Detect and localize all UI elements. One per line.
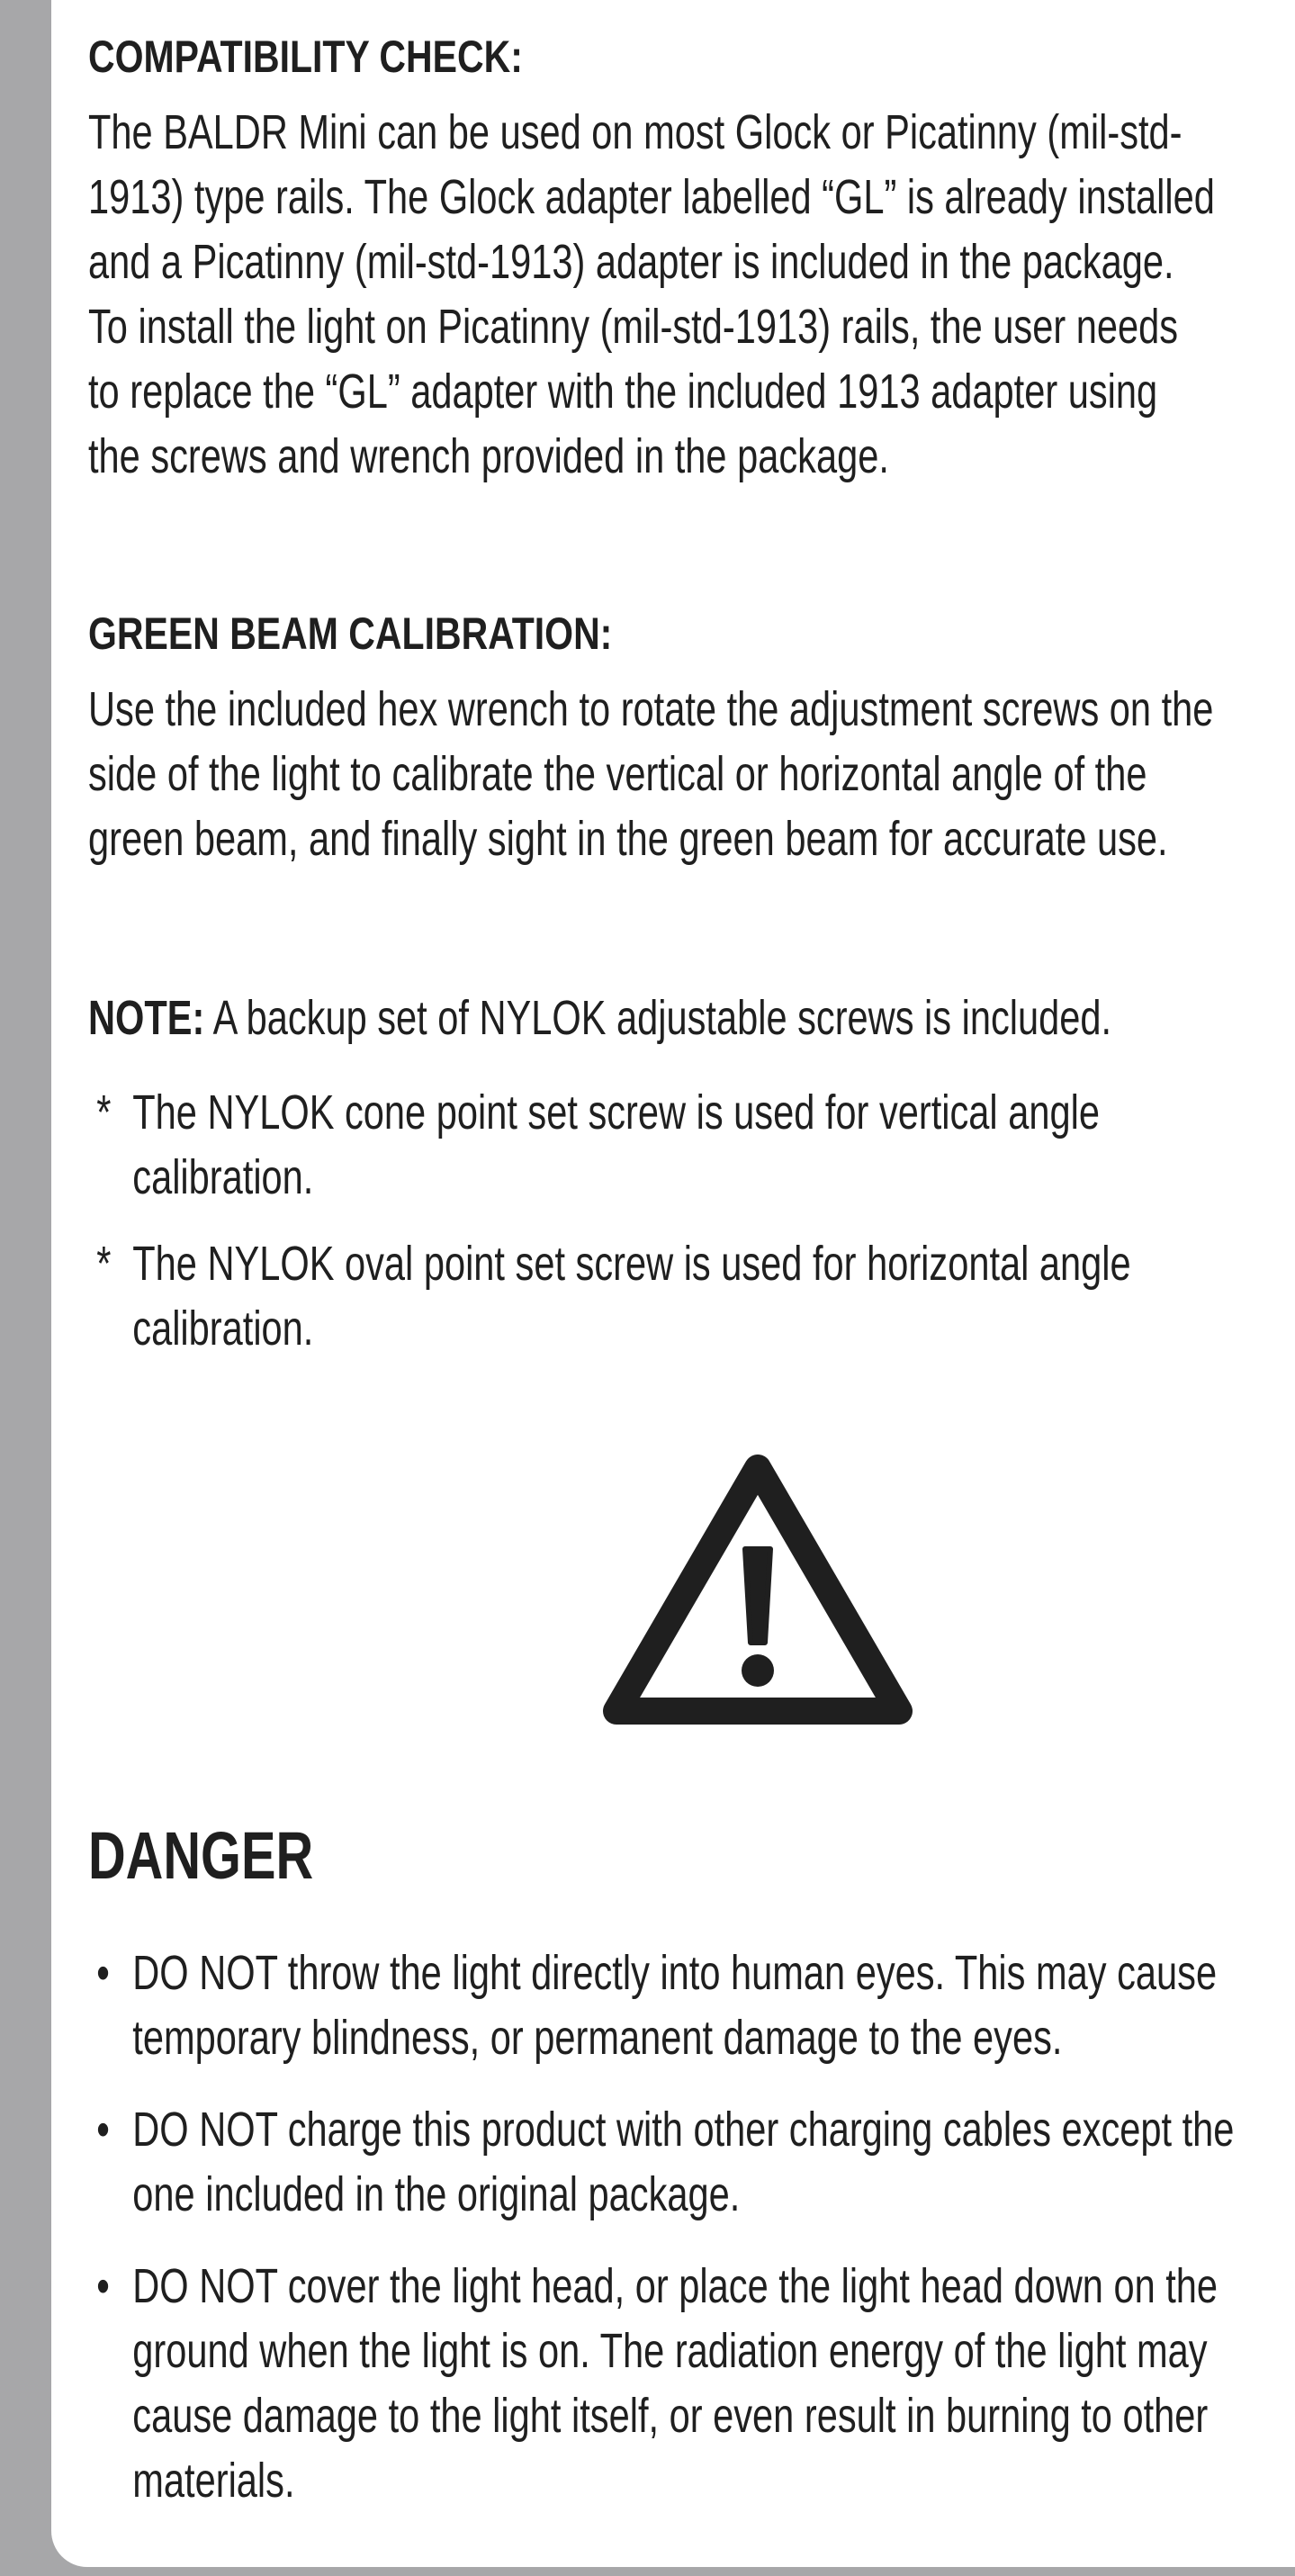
danger-item-text: DO NOT charge this product with other charging cables except the one included in the original package. xyxy=(132,2103,1235,2221)
list-item xyxy=(88,1231,1280,1361)
calibration-heading: GREEN BEAM CALIBRATION: xyxy=(88,608,613,659)
note-line xyxy=(88,986,1232,1050)
danger-item-text: DO NOT throw the light directly into human eyes. This may cause temporary blindness, or permanent damage to the eyes. xyxy=(132,1946,1218,2065)
asterisk-marker: * xyxy=(96,1085,112,1139)
note-item-text: The NYLOK oval point set screw is used for horizontal angle calibration. xyxy=(132,1237,1131,1356)
danger-title: DANGER xyxy=(88,1818,314,1893)
bullet-marker: • xyxy=(96,1946,110,2000)
note-item-text: The NYLOK cone point set screw is used for vertical angle calibration. xyxy=(132,1085,1100,1204)
list-item xyxy=(88,2097,1280,2227)
manual-page xyxy=(51,0,1295,2567)
warning-triangle-icon xyxy=(602,1452,913,1727)
list-item xyxy=(88,1080,1280,1210)
note-list xyxy=(88,1080,1280,1361)
compatibility-heading: COMPATIBILITY CHECK: xyxy=(88,32,523,82)
note-label: NOTE: xyxy=(88,991,205,1045)
bullet-marker: • xyxy=(96,2259,110,2313)
calibration-body: Use the included hex wrench to rotate the adjustment screws on the side of the light to calibrate the vertical or horizontal angle of the green beam, and finally sight in the green beam for accurate use. xyxy=(88,682,1214,866)
bullet-marker: • xyxy=(96,2103,110,2157)
asterisk-marker: * xyxy=(96,1237,112,1291)
note-text: A backup set of NYLOK adjustable screws is included. xyxy=(212,991,1112,1045)
danger-list xyxy=(88,1941,1280,2513)
list-item xyxy=(88,2254,1280,2513)
list-item xyxy=(88,1941,1280,2070)
compatibility-body: The BALDR Mini can be used on most Glock or Picatinny (mil-std-1913) type rails. The Glock adapter labelled “GL” is already installed and a Picatinny (mil-std-1913) adapter is included in the package. To install the light on Picatinny (mil-std-1913) rails, the user needs to replace the “GL” adapter with the included 1913 adapter using the screws and wrench provided in the package. xyxy=(88,105,1215,483)
danger-item-text: DO NOT cover the light head, or place the light head down on the ground when the light is on. The radiation energy of the light may cause damage to the light itself, or even result in burning to other materials. xyxy=(132,2259,1219,2508)
